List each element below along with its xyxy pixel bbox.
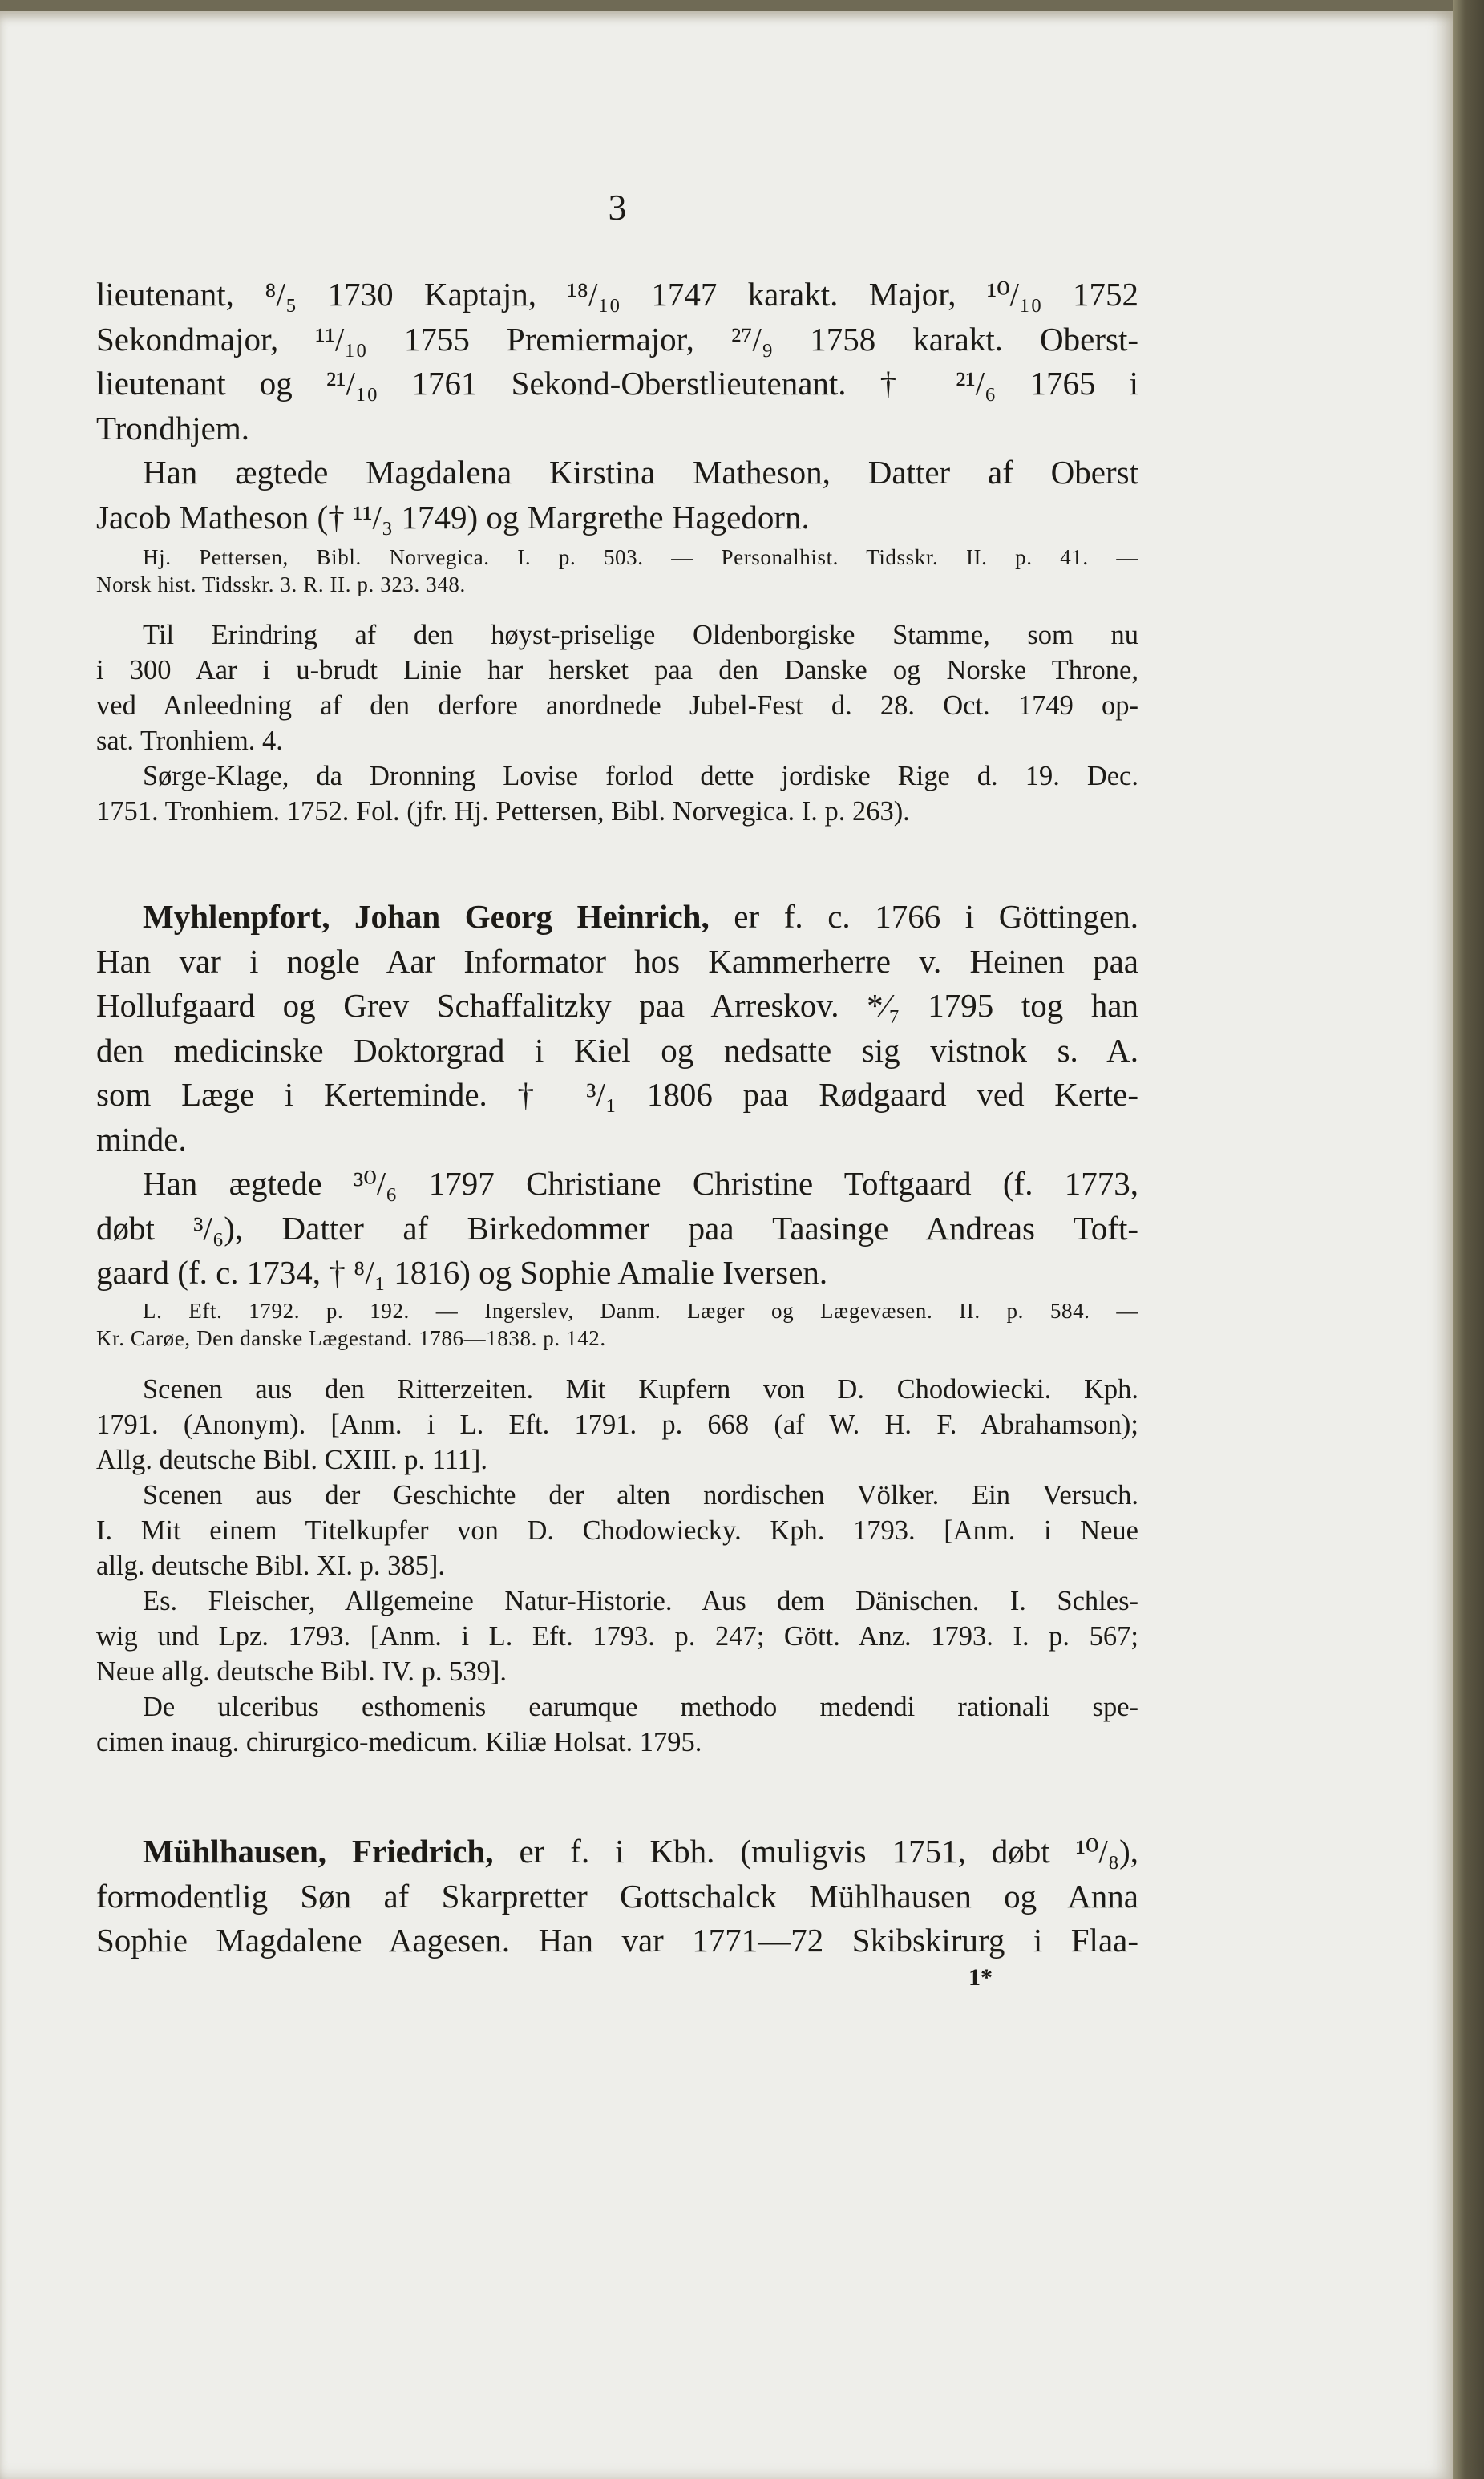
text-line: minde. [96,1120,187,1158]
work-line: Til Erindring af den høyst-priselige Oldenborgiske Stamme, som nu [143,620,1138,650]
work-line: Es. Fleischer, Allgemeine Natur-Historie. Aus dem Dänischen. I. Schles- [143,1586,1138,1616]
text-line: Han var i nogle Aar Informator hos Kammerherre v. Heinen paa [96,942,1138,980]
references [96,544,1138,598]
works-list [96,617,1138,829]
work-line: wig und Lpz. 1793. [Anm. i L. Eft. 1793. p. 247; Gött. Anz. 1793. I. p. 567; [96,1621,1138,1652]
text-line: Jacob Matheson († ¹¹/₃ 1749) og Margrethe Hagedorn. [96,498,810,536]
text-line: gaard (f. c. 1734, † ⁸/₁ 1816) og Sophie Amalie Iversen. [96,1254,828,1291]
work-line: I. Mit einem Titelkupfer von D. Chodowiecky. Kph. 1793. [Anm. i Neue [96,1515,1138,1546]
text-line: Sekondmajor, ¹¹/₁₀ 1755 Premiermajor, ²⁷/₉ 1758 karakt. Oberst- [96,320,1138,358]
text-line: den medicinske Doktorgrad i Kiel og nedsatte sig vistnok s. A. [96,1031,1138,1069]
text-line: Hollufgaard og Grev Schaffalitzky paa Arreskov. *⁄₇ 1795 tog han [96,987,1138,1024]
work-line: Scenen aus den Ritterzeiten. Mit Kupfern von D. Chodowiecki. Kph. [143,1374,1138,1405]
work-line: Scenen aus der Geschichte der alten nordischen Völker. Ein Versuch. [143,1480,1138,1510]
page-number: 3 [608,187,627,228]
text-line: døbt ³/₆), Datter af Birkedommer paa Taasinge Andreas Toft- [96,1209,1138,1247]
text-line: Trondhjem. [96,409,249,447]
entry-muhlhausen [96,1830,1138,1963]
text-line: Mühlhausen, Friedrich, er f. i Kbh. (muligvis 1751, døbt ¹⁰/₈), [143,1833,1138,1870]
work-line: allg. deutsche Bibl. XI. p. 385]. [96,1551,446,1581]
text-line: Myhlenpfort, Johan Georg Heinrich, er f. c. 1766 i Göttingen. [143,898,1138,935]
work-line: Allg. deutsche Bibl. CXIII. p. 111]. [96,1445,488,1475]
page-edge [1453,0,1484,2479]
work-line: sat. Tronhiem. 4. [96,726,283,756]
reference-line: L. Eft. 1792. p. 192. — Ingerslev, Danm. Læger og Lægevæsen. II. p. 584. — [143,1299,1138,1323]
reference-line: Norsk hist. Tidsskr. 3. R. II. p. 323. 348. [96,572,466,596]
work-line: Neue allg. deutsche Bibl. IV. p. 539]. [96,1656,507,1687]
work-line: i 300 Aar i u-brudt Linie har hersket paa den Danske og Norske Throne, [96,655,1138,685]
work-line: cimen inaug. chirurgico-medicum. Kiliæ Holsat. 1795. [96,1727,702,1757]
work-line: De ulceribus esthomenis earumque methodo medendi rationali spe- [143,1692,1138,1722]
text-line: Han ægtede Magdalena Kirstina Matheson, Datter af Oberst [143,454,1138,491]
entry-name: Mühlhausen, Friedrich, [143,1833,494,1870]
text-line: Han ægtede ³⁰/₆ 1797 Christiane Christine Toftgaard (f. 1773, [143,1165,1138,1202]
work-line: 1791. (Anonym). [Anm. i L. Eft. 1791. p. 668 (af W. H. F. Abrahamson); [96,1409,1138,1440]
work-line: Sørge-Klage, da Dronning Lovise forlod dette jordiske Rige d. 19. Dec. [143,761,1138,791]
text-line: Sophie Magdalene Aagesen. Han var 1771—72 Skibskirurg i Flaa- [96,1922,1138,1959]
entry-name: Myhlenpfort, Johan Georg Heinrich, [143,898,710,935]
entry-myhlenpfort [96,895,1138,1296]
text-line: lieutenant og ²¹/₁₀ 1761 Sekond-Oberstlieutenant. † ²¹/₆ 1765 i [96,365,1138,402]
works-list [96,1372,1138,1760]
work-line: 1751. Tronhiem. 1752. Fol. (jfr. Hj. Pettersen, Bibl. Norvegica. I. p. 263). [96,796,910,827]
signature-mark: 1* [968,1964,993,1991]
entry-continuation [96,273,1138,540]
reference-line: Kr. Carøe, Den danske Lægestand. 1786—1838. p. 142. [96,1325,606,1350]
text-line: lieutenant, ⁸/₅ 1730 Kaptajn, ¹⁸/₁₀ 1747 karakt. Major, ¹⁰/₁₀ 1752 [96,276,1138,313]
text-line: som Læge i Kerteminde. † ³/₁ 1806 paa Rødgaard ved Kerte- [96,1076,1138,1113]
work-line: ved Anleedning af den derfore anordnede Jubel-Fest d. 28. Oct. 1749 op- [96,690,1138,721]
references [96,1298,1138,1352]
text-line: formodentlig Søn af Skarpretter Gottschalck Mühlhausen og Anna [96,1877,1138,1915]
reference-line: Hj. Pettersen, Bibl. Norvegica. I. p. 503. — Personalhist. Tidsskr. II. p. 41. — [143,545,1138,569]
